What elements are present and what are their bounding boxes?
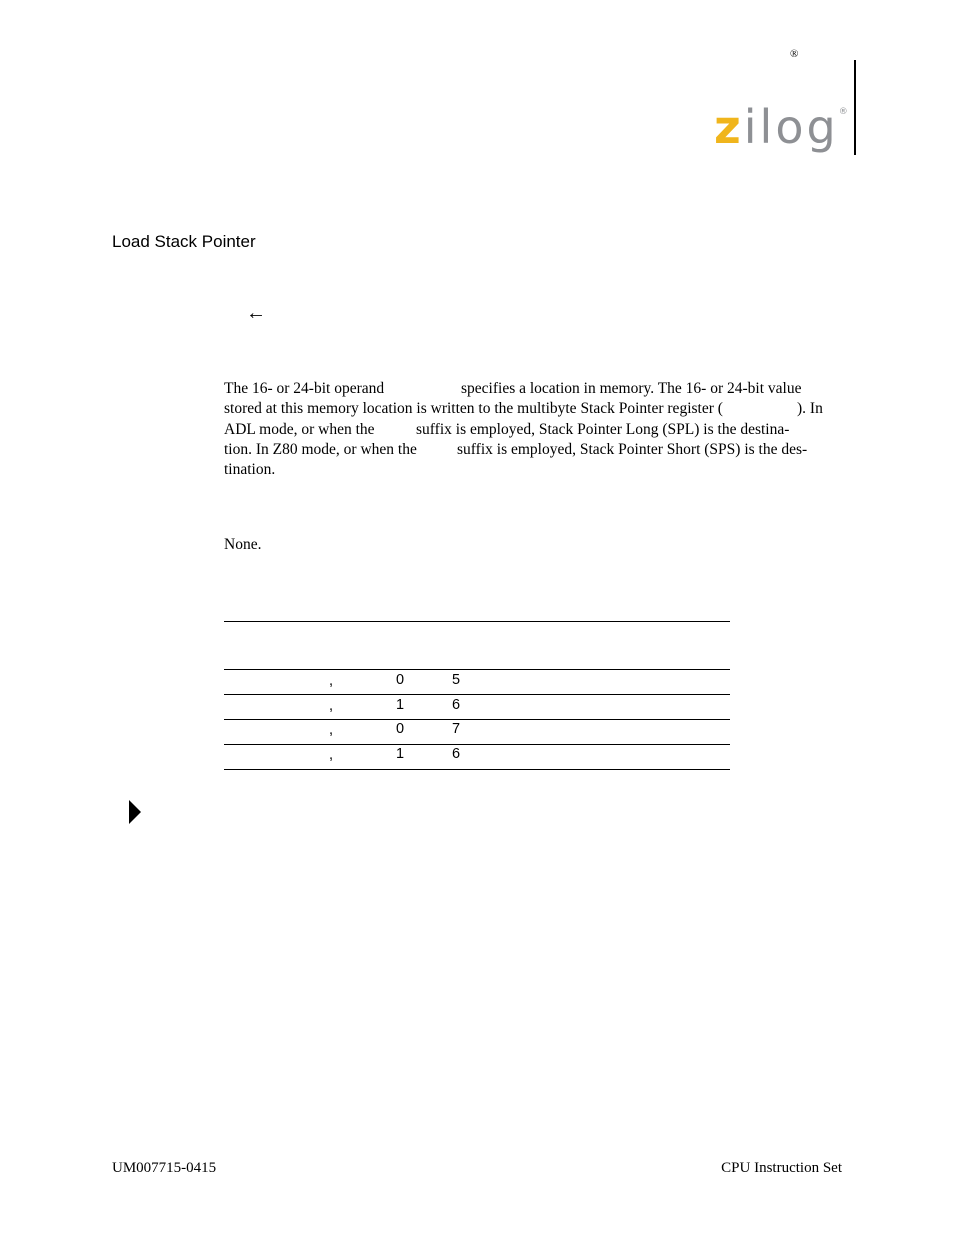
- table-cell-cycles: 6: [452, 697, 461, 713]
- description-line-2b: ). In: [797, 400, 823, 418]
- note-triangle-icon: [129, 800, 141, 824]
- zilog-logo: [714, 100, 851, 154]
- table-cell-cycles: 5: [452, 672, 461, 688]
- logo-trademark: ®: [838, 107, 851, 117]
- table-header-rule: [224, 669, 730, 670]
- description-paragraph: [224, 379, 844, 480]
- table-cell-comma: ,: [329, 747, 334, 763]
- description-line-4a: tion. In Z80 mode, or when the: [224, 440, 417, 458]
- description-line-5: [224, 460, 844, 480]
- header-vertical-rule: [854, 60, 856, 155]
- description-line-4b: suffix is employed, Stack Pointer Short (SPS) is the des-: [457, 440, 808, 458]
- table-cell-adl: 0: [396, 721, 405, 737]
- operation-arrow: ←: [246, 302, 266, 324]
- table-cell-comma: ,: [329, 673, 334, 689]
- logo-letters-rest: ilog: [743, 100, 839, 154]
- table-row-rule: [224, 694, 730, 695]
- description-line-1b: specifies a location in memory. The 16- or 24-bit value: [461, 380, 802, 397]
- table-row-rule: [224, 719, 730, 720]
- section-title: Load Stack Pointer: [112, 232, 256, 251]
- description-line-3b: suffix is employed, Stack Pointer Long (SPL) is the destina-: [416, 420, 790, 438]
- description-line-5: tination.: [224, 461, 276, 479]
- description-line-1a: The 16- or 24-bit operand: [224, 380, 385, 397]
- logo-letter-z: z: [714, 100, 744, 154]
- table-cell-adl: 0: [396, 672, 405, 688]
- condition-bits-text: None.: [224, 536, 262, 553]
- footer-section: CPU Instruction Set: [721, 1160, 842, 1176]
- table-cell-comma: ,: [329, 698, 334, 714]
- description-line-2: [224, 399, 844, 419]
- description-line-2a: stored at this memory location is written to the multibyte Stack Pointer register (: [224, 400, 723, 418]
- table-top-rule: [224, 621, 730, 622]
- footer-doc-number: UM007715-0415: [112, 1160, 217, 1176]
- table-cell-cycles: 6: [452, 746, 461, 762]
- description-line-4: [224, 440, 844, 460]
- table-cell-cycles: 7: [452, 721, 461, 737]
- description-line-3: [224, 420, 844, 440]
- table-cell-adl: 1: [396, 746, 405, 762]
- registered-mark: ®: [790, 48, 799, 60]
- description-line-1: [224, 379, 844, 399]
- table-cell-comma: ,: [329, 722, 334, 738]
- table-cell-adl: 1: [396, 697, 405, 713]
- table-bottom-rule: [224, 769, 730, 770]
- description-line-3a: ADL mode, or when the: [224, 420, 375, 438]
- table-row-rule: [224, 744, 730, 745]
